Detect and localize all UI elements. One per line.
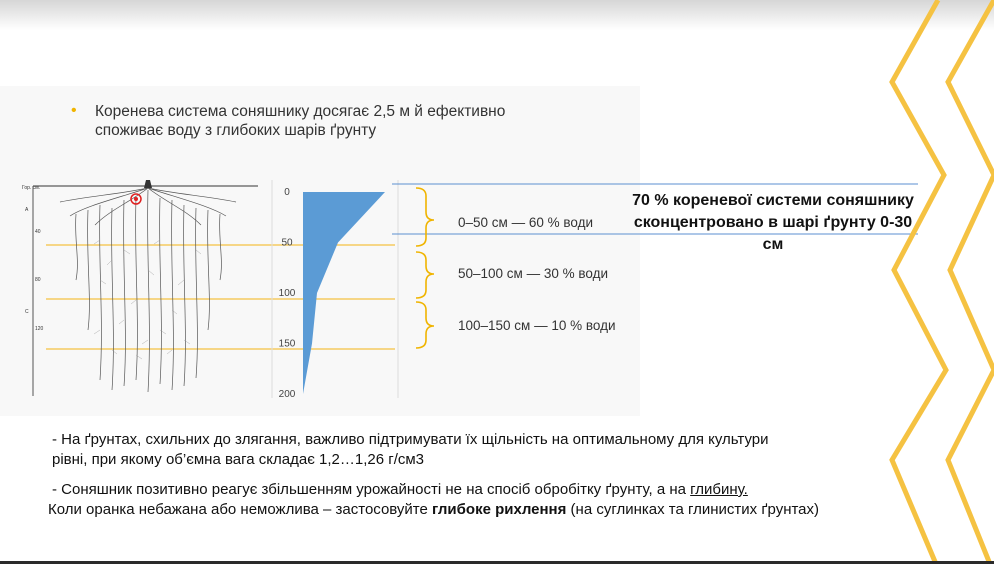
callout-text: 70 % кореневої системи соняшнику сконцентровано в шарі ґрунту 0-30 см [632, 192, 914, 253]
note-compaction-line1: - На ґрунтах, схильних до злягання, важливо підтримувати їх щільність на оптимальному для культури [52, 431, 769, 448]
brace-50-100 [416, 252, 434, 298]
tick-150: 150 [278, 338, 296, 350]
note-tillage-bold: глибоке рихлення [432, 501, 567, 518]
tick-100: 100 [278, 288, 296, 299]
root-diagram [22, 180, 258, 396]
chart-area [303, 192, 385, 394]
tick-200: 200 [278, 389, 296, 400]
root-label-120: 120 [35, 326, 44, 332]
root-depth-figure [0, 180, 400, 405]
note-compaction [52, 430, 872, 470]
brace-0-50 [416, 188, 434, 246]
note-tillage-line2-end: (на суглинках та глинистих ґрунтах) [566, 501, 820, 518]
top-shade [0, 0, 994, 30]
root-label-40: 40 [35, 229, 41, 235]
band-0-50: 0–50 см — 60 % води [458, 215, 593, 230]
note-tillage-line2-start: Коли оранка небажана або неможлива – застосовуйте [48, 501, 433, 518]
note-tillage [48, 480, 952, 520]
band-50-100: 50–100 см — 30 % води [458, 266, 609, 281]
tick-50: 50 [281, 237, 293, 249]
bullet-icon: • [71, 102, 77, 119]
root-label-a: А [25, 207, 29, 213]
brace-100-150 [416, 302, 434, 348]
root-label-c: С [25, 309, 29, 315]
root-label-80: 80 [35, 277, 41, 283]
tick-0: 0 [284, 187, 290, 198]
root-label-horizon: Гор. см. [22, 185, 41, 191]
note-compaction-line2: рівні, при якому об’ємна вага складає 1,2…1,26 г/см3 [52, 451, 425, 468]
band-100-150: 100–150 см — 10 % води [458, 318, 616, 333]
note-tillage-line1-start: - Соняшник позитивно реагує збільшенням урожайності не на спосіб обробітку ґрунту, а на [52, 481, 691, 498]
intro-text: Коренева система соняшнику досягає 2,5 м й ефективно споживає воду з глибоких шарів ґрунту [95, 103, 506, 139]
water-distribution-chart [272, 180, 398, 400]
note-tillage-depth: глибину. [690, 481, 748, 498]
note-tillage-line2 [48, 500, 952, 520]
